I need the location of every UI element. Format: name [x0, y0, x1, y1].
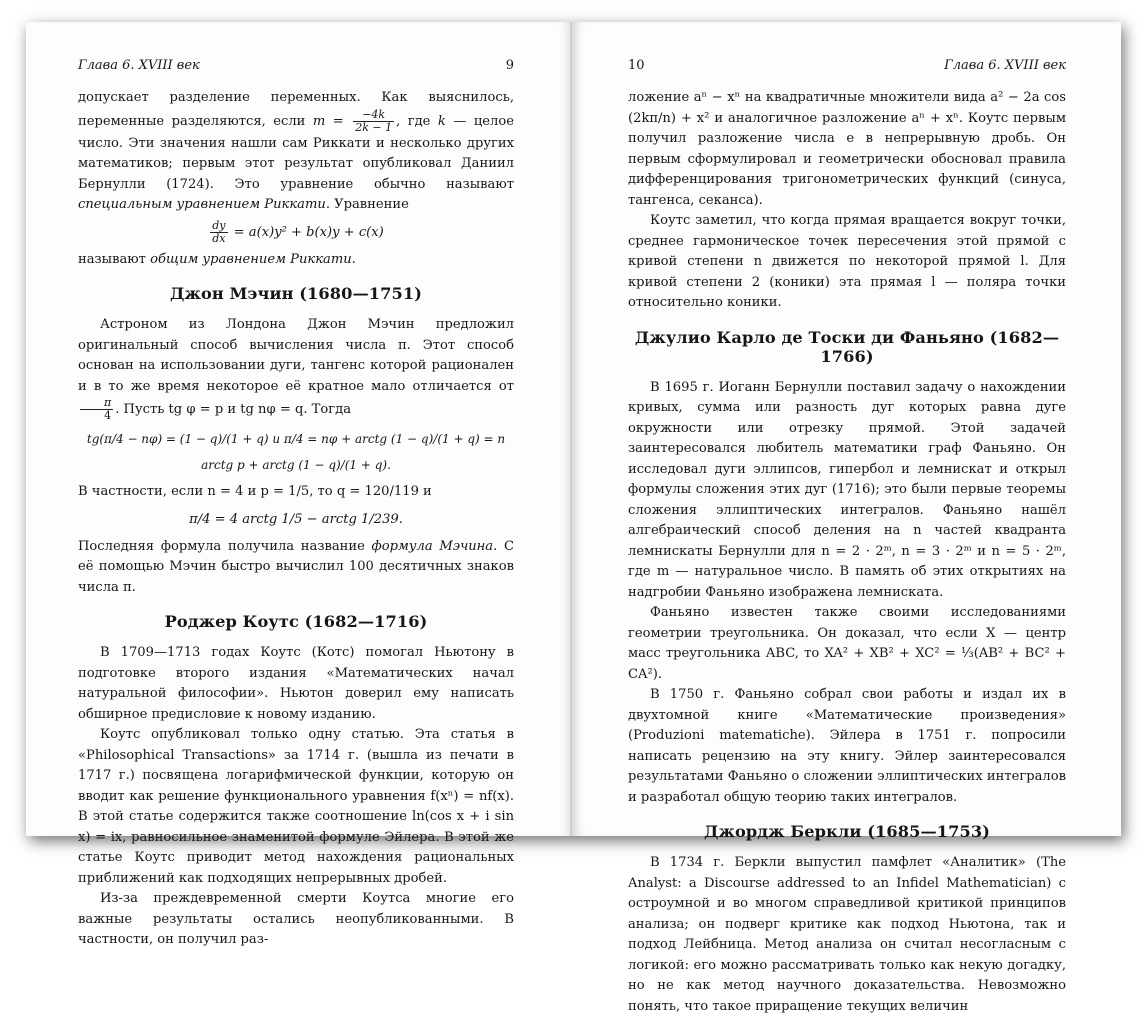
riccati-equation: $\frac{dy}{dx}$ = a(x)y² + b(x)y + c(x) [212, 218, 384, 245]
fagnano-paragraph-3: В 1750 г. Фаньяно собрал свои работы и издал их в двухтомной книге «Математические произведения» (Produzioni matematiche). Эйлера в 1751 г. попросили написать рецензию на эту книгу. Эйлер заинтересовался результатами Фаньяно о сложении эллиптических интегралов и разработал общую теорию таких интегралов. [628, 687, 1066, 805]
running-header [78, 58, 514, 80]
section-heading-berkeley: Джордж Беркли (1685—1753) [704, 822, 990, 841]
section-heading-machin: Джон Мэчин (1680—1751) [170, 284, 422, 303]
section-heading-fagnano: Джулио Карло де Тоски ди Фаньяно (1682—1766) [634, 327, 1060, 366]
section-heading-cotes: Роджер Коутс (1682—1716) [164, 612, 428, 631]
fraction: $\frac{-4k}{2k - 1}$ [355, 107, 393, 134]
machin-paragraph-3: Последняя формула получила название формула Мэчина. С её помощью Мэчин быстро вычислил 100 десятичных знаков числа π. [78, 538, 514, 595]
right-page-content [628, 58, 1066, 1017]
berkeley-paragraph-1: В 1734 г. Беркли выпустил памфлет «Аналитик» (The Analyst: a Discourse addressed to an Infidel Mathematician) с остроумной и во многом справедливой критикой принципов анализа; он подверг критике как подход Ньютона, так и подход Лейбница. Метод анализа он считал несогласным с логикой: его можно рассматривать только как некую догадку, но не как метод научного доказательства. Невозможно понять, что такое приращение текущих величин [628, 855, 1066, 1014]
cotes-paragraph-1: В 1709—1713 годах Коутс (Котс) помогал Ньютону в подготовке второго издания «Математических начал натуральной философии». Ньютон доверил ему написать обширное предисловие к новому изданию. [78, 645, 514, 722]
page-number: 9 [505, 58, 514, 73]
cotes-paragraph-2: Коутс опубликовал только одну статью. Эта статья в «Philosophical Transactions» за 1714 г. (вышла из печати в 1717 г.) посвящена логарифмической функции, которую он вводит как решение функционального уравнения f(xⁿ) = nf(x). В этой статье содержится также соотношение ln(cos x + i sin x) = ix, равносильное знаменитой формуле Эйлера. В этой же статье Коутс приводит метод нахождения рациональных приближений как подходящих непрерывных дробей. [78, 727, 514, 886]
book-spread [26, 22, 1121, 1014]
machin-paragraph-2: В частности, если n = 4 и p = 1/5, то q = 120/119 и [78, 484, 432, 499]
cotes-continued-paragraph-1: ложение aⁿ − xⁿ на квадратичные множители вида a² − 2a cos (2kπ/n) + x² и аналогичное разложение aⁿ + xⁿ. Коутс первым получил разложение числа e в непрерывную дробь. Он первым сформулировал и геометрически обосновал правила дифференцирования тригонометрических функций (синуса, тангенса, секанса). [628, 90, 1066, 208]
riccati-paragraph: допускает разделение переменных. Как выяснилось, переменные разделяются, если m = $\frac{-4k}{2k - 1}$ , где k — целое число. Эти значения нашли сам Риккати и несколько других математиков; первым этот результат опубликовал Даниил Бернулли (1724). Это уравнение обычно называют специальным уравнением Риккати. Уравнение [78, 90, 514, 212]
machin-formula: π/4 = 4 arctg 1/5 − arctg 1/239. [189, 511, 403, 527]
left-page-content [78, 58, 514, 951]
running-header [628, 58, 1066, 80]
riccati-general-paragraph: называют общим уравнением Риккати. [78, 251, 356, 267]
machin-equation-1: tg(π/4 − nφ) = (1 − q)/(1 + q) и π/4 = nφ + arctg (1 − q)/(1 + q) = n arctg p + arctg (1 − q)/(1 + q). [86, 432, 506, 472]
machin-paragraph-1: Астроном из Лондона Джон Мэчин предложил оригинальный способ вычисления числа π. Этот способ основан на использовании дуги, тангенс которой рационален и в то же время некоторое её кратное мало отличается от $\frac{\pi}{4}$ . Пусть tg φ = p и tg nφ = q. Тогда [78, 317, 514, 422]
left-page [26, 22, 572, 947]
chapter-title: Глава 6. XVIII век [944, 58, 1066, 73]
cotes-paragraph-3: Из-за преждевременной смерти Коутса многие его важные результаты остались неопубликованными. В частности, он получил раз- [78, 891, 514, 947]
fagnano-paragraph-1: В 1695 г. Иоганн Бернулли поставил задачу о нахождении кривых, сумма или разность дуг которых равна дуге окружности или отрезку прямой. Этой задачей заинтересовался любитель математики граф Фаньяно. Он исследовал дуги эллипсов, гипербол и лемнискат и открыл формулы сложения этих дуг (1716); это были первые теоремы сложения эллиптических интегралов. Фаньяно нашёл алгебраический способ деления на n частей квадранта лемнискаты Бернулли для n = 2 · 2ᵐ, n = 3 · 2ᵐ и n = 5 · 2ᵐ, где m — натуральное число. В память об этих открытиях на надгробии Фаньяно изображена лемниската. [628, 379, 1066, 600]
fagnano-paragraph-2: Фаньяно известен также своими исследованиями геометрии треугольника. Он доказал, что если X — центр масс треугольника ABC, то XA² + XB² + XC² = ⅓(AB² + BC² + CA²). [628, 605, 1066, 682]
chapter-title: Глава 6. XVIII век [78, 58, 200, 73]
cotes-continued-paragraph-2: Коутс заметил, что когда прямая вращается вокруг точки, среднее гармоническое точек пересечения этой прямой с кривой степени n движется по некоторой прямой l. Для кривой степени 2 (коники) эта прямая l — поляра точки относительно коники. [628, 213, 1066, 310]
right-page [572, 22, 1121, 1014]
page-number: 10 [628, 58, 645, 73]
